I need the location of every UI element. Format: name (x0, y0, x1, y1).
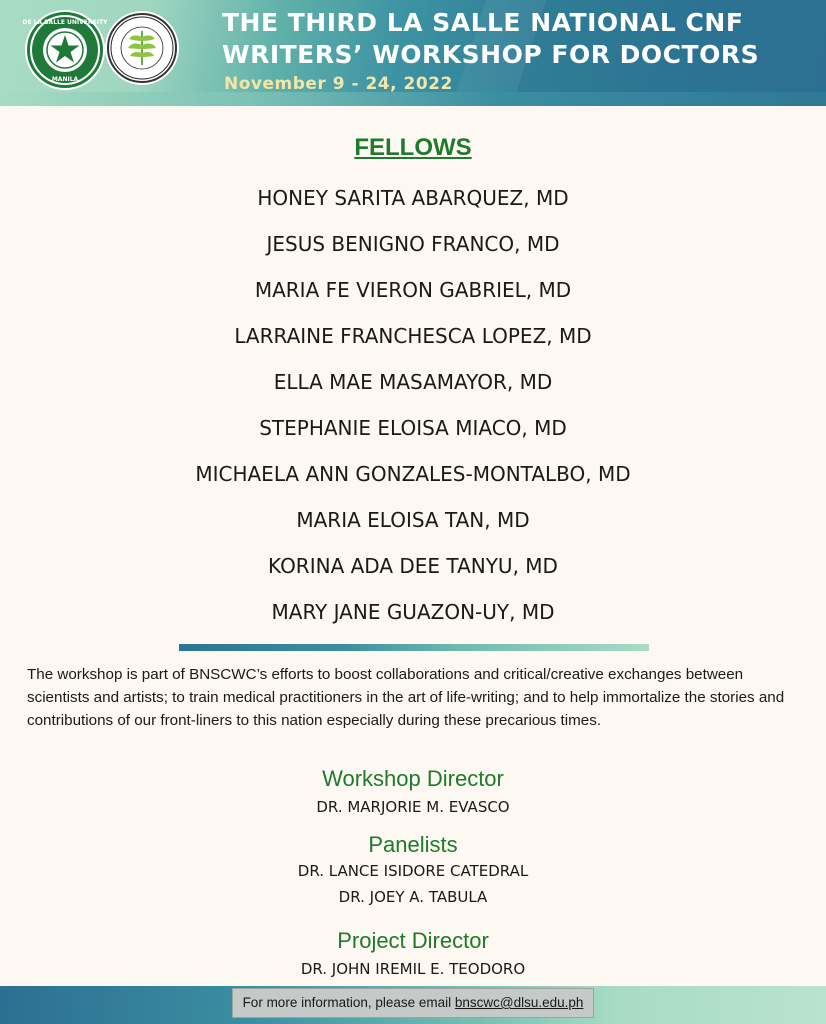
header-title-line1: THE THIRD LA SALLE NATIONAL CNF (222, 8, 744, 37)
fellow-name: MICHAELA ANN GONZALES-MONTALBO, MD (195, 462, 631, 486)
fellow-name: MARIA FE VIERON GABRIEL, MD (254, 278, 572, 302)
contact-text (233, 995, 593, 1010)
svg-text:DE LA SALLE UNIVERSITY: DE LA SALLE UNIVERSITY (22, 19, 108, 26)
fellow-name: JESUS BENIGNO FRANCO, MD (266, 232, 560, 256)
header-date: November 9 - 24, 2022 (224, 74, 453, 94)
contact-label: For more information, please email (242, 995, 455, 1010)
fellow-name: KORINA ADA DEE TANYU, MD (268, 554, 558, 578)
contact-email-link[interactable]: bnscwc@dlsu.edu.ph (454, 995, 584, 1010)
panelists-heading: Panelists (368, 832, 458, 857)
header-band (0, 92, 826, 106)
dlsu-seal-icon (22, 15, 108, 85)
bnscwc-logo (107, 13, 177, 83)
project-director-name: DR. JOHN IREMIL E. TEODORO (300, 960, 526, 978)
section-divider (179, 644, 649, 651)
header-banner (0, 0, 826, 106)
fellow-name: LARRAINE FRANCHESCA LOPEZ, MD (234, 324, 592, 348)
panelist-name: DR. JOEY A. TABULA (338, 888, 488, 906)
fellow-name: STEPHANIE ELOISA MIACO, MD (259, 416, 567, 440)
header-title-line2: WRITERS’ WORKSHOP FOR DOCTORS (222, 40, 760, 69)
contact-box (232, 988, 594, 1018)
fellow-name: HONEY SARITA ABARQUEZ, MD (257, 186, 569, 210)
bnscwc-leaf-icon (109, 15, 175, 81)
fellows-heading: FELLOWS (354, 134, 472, 161)
project-director-heading: Project Director (337, 928, 489, 953)
fellow-name: MARY JANE GUAZON-UY, MD (271, 600, 555, 624)
footer-bar (0, 986, 826, 1024)
svg-text:MANILA: MANILA (51, 76, 79, 83)
workshop-director-heading: Workshop Director (322, 766, 504, 791)
fellow-name: ELLA MAE MASAMAYOR, MD (273, 370, 553, 394)
workshop-description: The workshop is part of BNSCWC’s efforts to boost collaborations and critical/creative exchanges between scientists and artists; to train medical practitioners in the art of life-writing; and to help immortalize the stories and contributions of our front-liners to this nation especially during these precarious times. (27, 666, 785, 729)
fellow-name: MARIA ELOISA TAN, MD (296, 508, 530, 532)
dlsu-logo (22, 12, 108, 88)
workshop-director-name: DR. MARJORIE M. EVASCO (316, 798, 510, 816)
panelist-name: DR. LANCE ISIDORE CATEDRAL (297, 862, 529, 880)
